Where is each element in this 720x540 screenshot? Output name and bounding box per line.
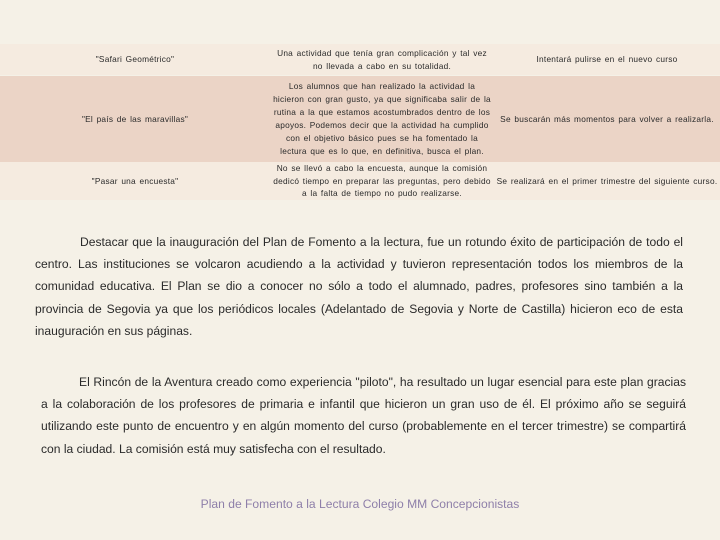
proposal-cell: Se buscarán más momentos para volver a realizarla. [500, 113, 714, 124]
table-row [0, 162, 720, 200]
paragraph-rincon-aventura: El Rincón de la Aventura creado como experiencia "piloto", ha resultado un lugar esencial para este plan gracias a la colaboración de los profesores de primaria e infantil que hicieron un gran uso de él. El próximo año se seguirá utilizando este punto de encuentro y en algún momento del curso (probablemente en el tercer trimestre) se compartirá con la ciudad. La comisión está muy satisfecha con el resultado. [41, 375, 686, 456]
assessment-cell: Una actividad que tenía gran complicación y tal vez no llevada a cabo en su totalidad. [277, 47, 487, 71]
activity-cell: "El país de las maravillas" [81, 113, 189, 124]
assessment-cell: Los alumnos que han realizado la actividad la hicieron con gran gusto, ya que significaba salir de la rutina a la que estamos acostumbrados dentro de los apoyos. Podemos decir que la actividad ha cumplido con el objetivo básico pues se ha fomentado la lectura que es lo que, en definitiva, busca el plan. [273, 81, 491, 156]
proposal-cell: Se realizará en el primer trimestre del siguiente curso. [496, 175, 718, 186]
table-row [0, 44, 720, 75]
paragraph-inauguration: Destacar que la inauguración del Plan de Fomento a la lectura, fue un rotundo éxito de participación de todo el centro. Las instituciones se volcaron acudiendo a la actividad y tuvieron representación todos los miembros de la comunidad educativa. El Plan se dio a conocer no sólo a todo el alumnado, padres, profesores sino también a la provincia de Segovia ya que los periódicos locales (Adelantado de Segovia y Norte de Castilla) hicieron eco de esta inauguración en sus páginas. [35, 235, 683, 338]
activity-cell: "Pasar una encuesta" [91, 175, 179, 186]
activity-cell: "Safari Geométrico" [95, 54, 175, 65]
proposal-cell: Intentará pulirse en el nuevo curso [536, 54, 678, 65]
table-row [0, 76, 720, 162]
assessment-cell: No se llevó a cabo la encuesta, aunque la comisión dedicó tiempo en preparar las preguntas, pero debido a la falta de tiempo no pudo realizarse. [273, 162, 491, 199]
footer-text: Plan de Fomento a la Lectura Colegio MM Concepcionistas [200, 497, 520, 511]
